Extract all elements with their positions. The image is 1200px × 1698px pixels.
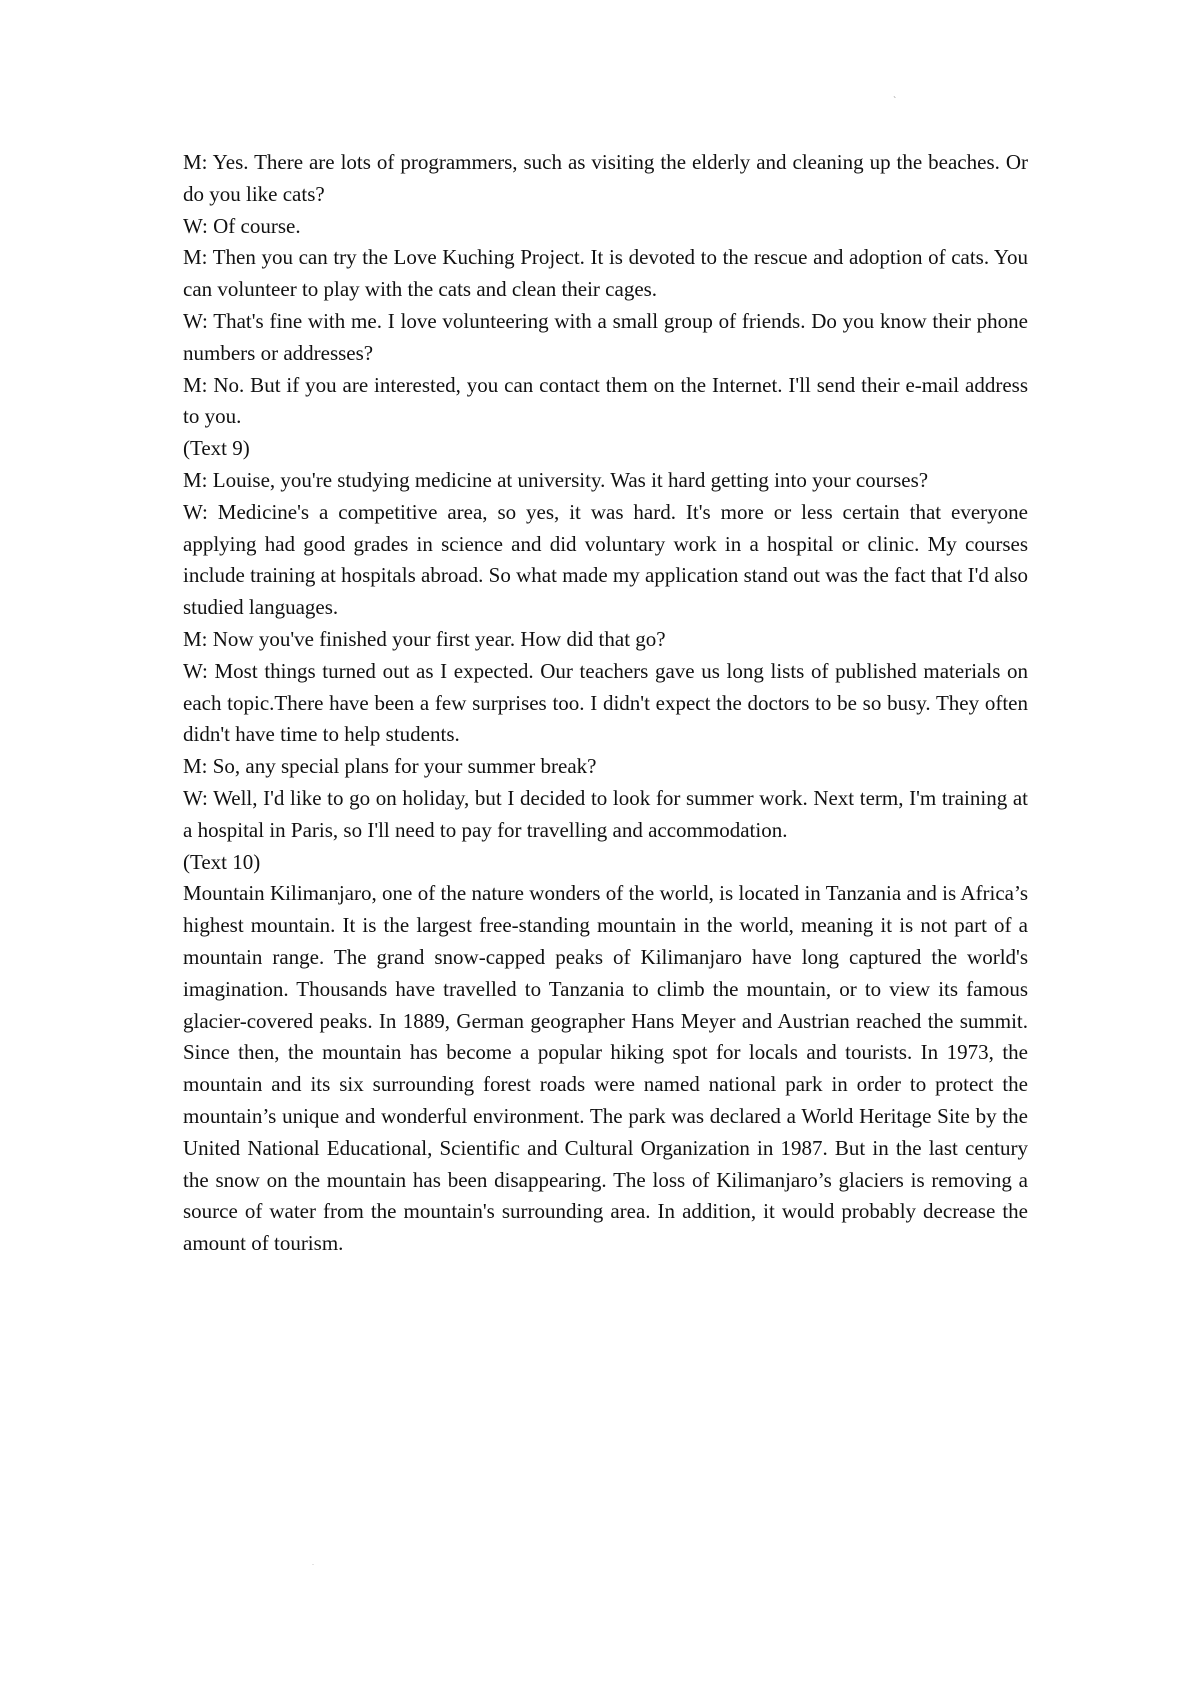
paragraph: W: Most things turned out as I expected. Our teachers gave us long lists of published materials on each topic.There have been a few surprises too. I didn't expect the doctors to be so busy. They often didn't have time to help students. [183,658,1028,747]
document-body [183,147,1028,1260]
paragraph: M: So, any special plans for your summer break? [183,754,597,779]
paragraph: M: Now you've finished your first year. How did that go? [183,626,666,651]
paragraph: W: Medicine's a competitive area, so yes, it was hard. It's more or less certain that everyone applying had good grades in science and did voluntary work in a hospital or clinic. My courses include training at hospitals abroad. So what made my application stand out was the fact that I'd also studied languages. [183,499,1028,620]
paragraph: M: Yes. There are lots of programmers, such as visiting the elderly and cleaning up the beaches. Or do you like cats? [183,150,1028,206]
section-heading-text-10: (Text 10) [183,849,261,874]
scan-speck-bottom: . [312,1558,314,1567]
paragraph: M: No. But if you are interested, you can contact them on the Internet. I'll send their e-mail address to you. [183,372,1028,429]
section-heading-text-9: (Text 9) [183,436,250,461]
scan-speck: ` [893,96,897,107]
paragraph: W: Of course. [183,213,301,238]
paragraph: M: Louise, you're studying medicine at university. Was it hard getting into your courses? [183,467,929,492]
paragraph: Mountain Kilimanjaro, one of the nature wonders of the world, is located in Tanzania and is Africa’s highest mountain. It is the largest free-standing mountain in the world, meaning it is not part of a mountain range. The grand snow-capped peaks of Kilimanjaro have long captured the world's imagination. Thousands have travelled to Tanzania to climb the mountain, or to view its famous glacier-covered peaks. In 1889, German geographer Hans Meyer and Austrian reached the summit. Since then, the mountain has become a popular hiking spot for locals and tourists. In 1973, the mountain and its six surrounding forest roads were named national park in order to protect the mountain’s unique and wonderful environment. The park was declared a World Heritage Site by the United National Educational, Scientific and Cultural Organization in 1987. But in the last century the snow on the mountain has been disappearing. The loss of Kilimanjaro’s glaciers is removing a source of water from the mountain's surrounding area. In addition, it would probably decrease the amount of tourism. [183,881,1028,1256]
paragraph: M: Then you can try the Love Kuching Project. It is devoted to the rescue and adoption of cats. You can volunteer to play with the cats and clean their cages. [183,245,1028,302]
paragraph: W: Well, I'd like to go on holiday, but I decided to look for summer work. Next term, I'm training at a hospital in Paris, so I'll need to pay for travelling and accommodation. [183,785,1028,842]
paragraph: W: That's fine with me. I love volunteering with a small group of friends. Do you know their phone numbers or addresses? [183,308,1028,365]
